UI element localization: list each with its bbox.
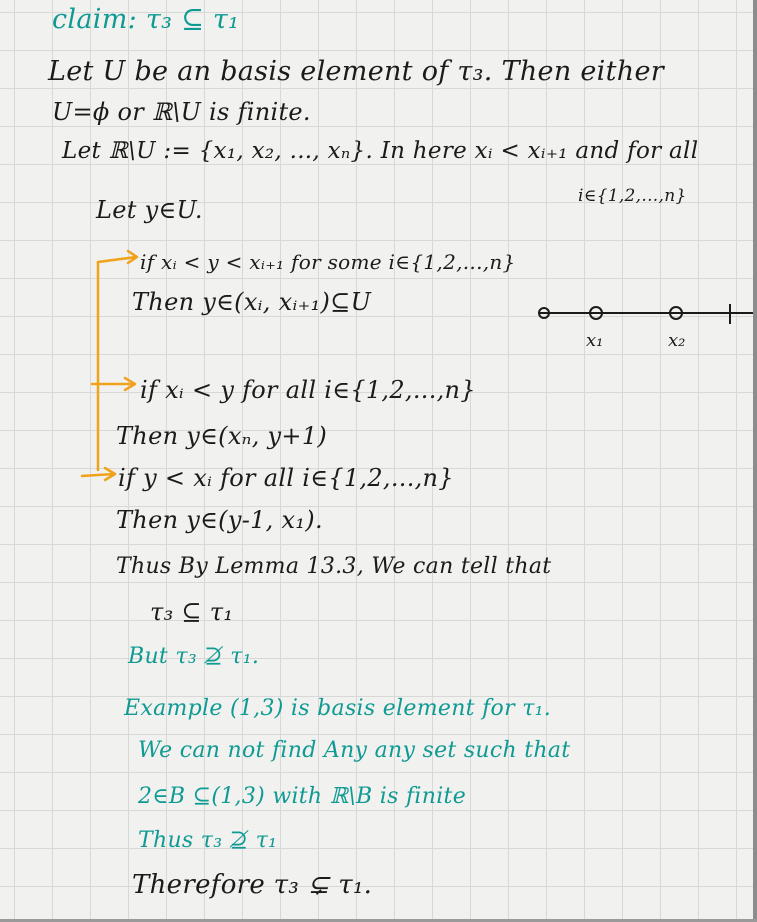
line-let-basis: Let U be an basis element of τ₃. Then either [48,56,664,87]
case1-condition: if xᵢ < y < xᵢ₊₁ for some i∈{1,2,...,n} [140,250,516,274]
line-let-complement: Let ℝ\U := {x₁, x₂, ..., xₙ}. In here xᵢ < xᵢ₊₁ and for all [62,138,699,164]
claim-heading: claim: τ₃ ⊆ τ₁ [52,4,240,35]
line-u-empty-or-finite: U=ϕ or ℝ\U is finite. [52,98,311,126]
line-example: Example (1,3) is basis element for τ₁. [124,696,552,721]
right-edge [753,0,757,922]
line-lemma: Thus By Lemma 13.3, We can tell that [116,554,552,579]
line-two-in-b: 2∈B ⊆(1,3) with ℝ\B is finite [138,784,467,809]
case3-condition: if y < xᵢ for all i∈{1,2,...,n} [118,464,454,492]
line-but: But τ₃ ⊉ τ₁. [128,644,260,669]
line-let-y: Let y∈U. [96,196,203,224]
case1-then: Then y∈(xᵢ, xᵢ₊₁)⊆U [132,288,372,316]
line-subset-result: τ₃ ⊆ τ₁ [150,598,234,626]
case2-condition: if xᵢ < y for all i∈{1,2,...,n} [140,376,476,404]
line-thus-teal: Thus τ₃ ⊉ τ₁ [138,828,278,853]
label-x2: x₂ [668,330,686,351]
label-x1: x₁ [586,330,604,351]
case3-then: Then y∈(y-1, x₁). [116,506,323,534]
line-therefore: Therefore τ₃ ⊊ τ₁. [132,870,373,900]
line-cannot-find: We can not find Any any set such that [138,738,571,763]
line-index-set: i∈{1,2,...,n} [578,186,687,206]
case2-then: Then y∈(xₙ, y+1) [116,422,328,450]
